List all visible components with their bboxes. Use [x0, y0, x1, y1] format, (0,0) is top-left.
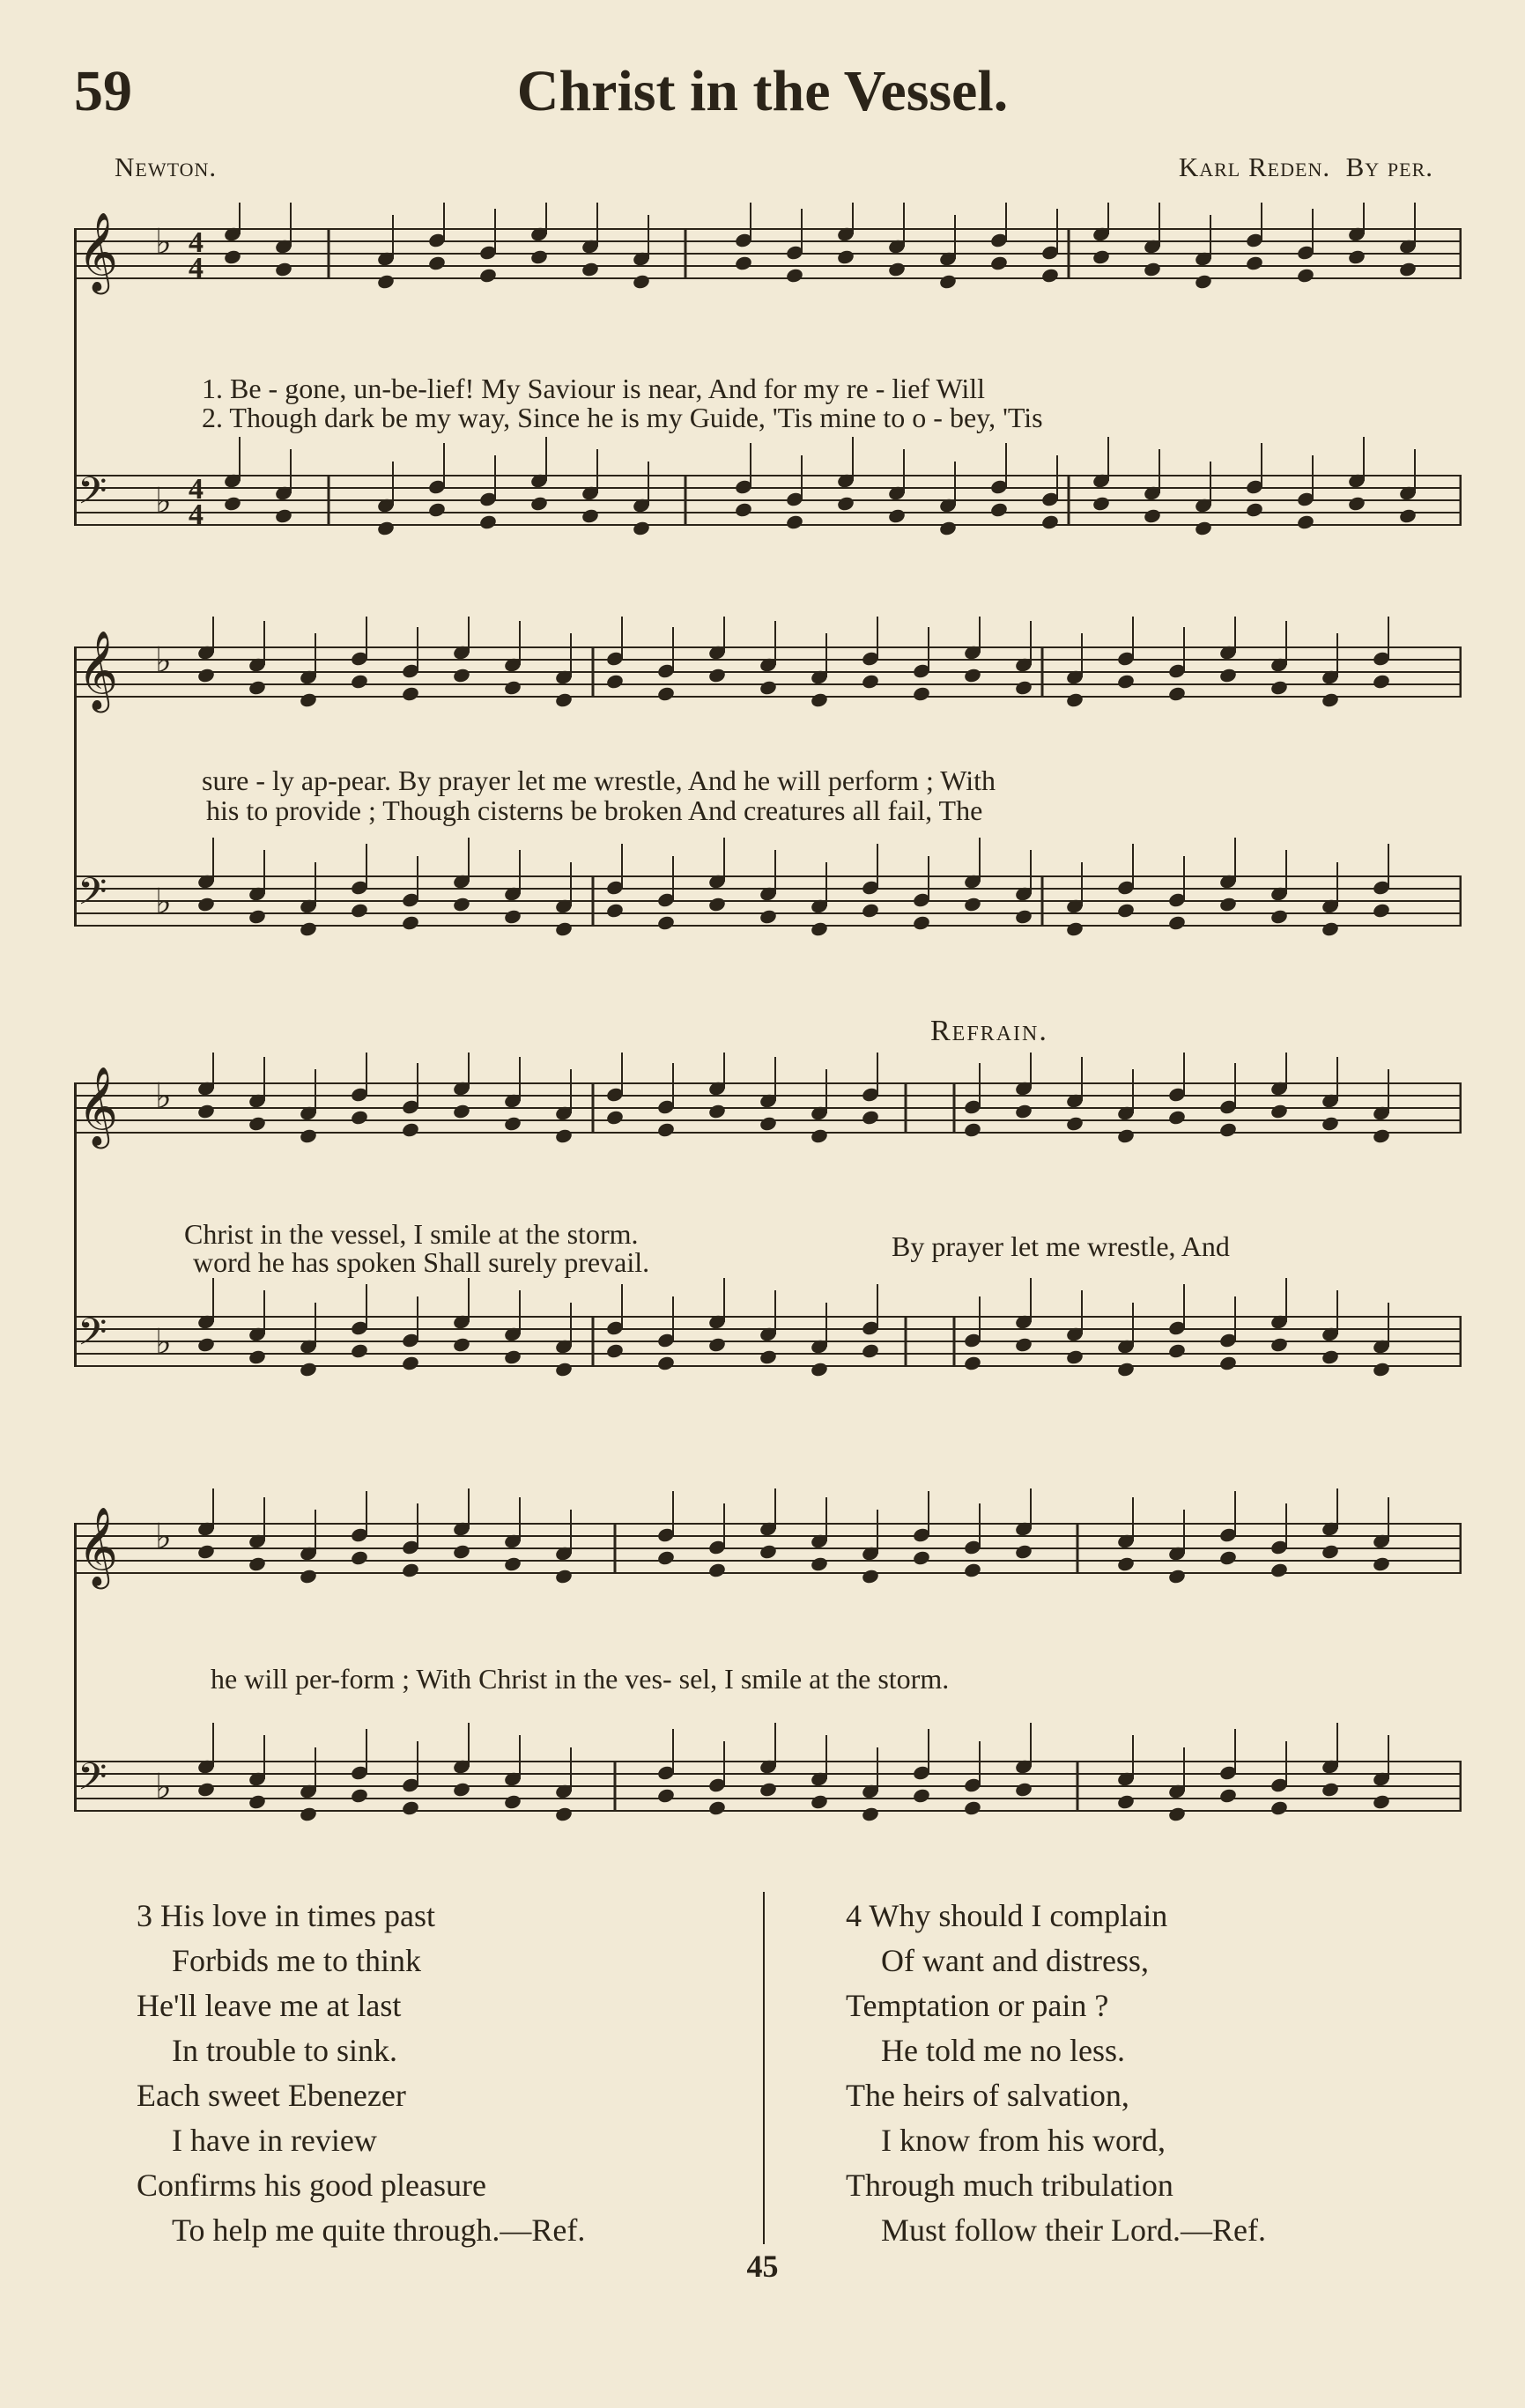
- treble-staff: [74, 617, 1462, 713]
- stanza-line: He'll leave me at last: [137, 1988, 402, 2023]
- notehead: [376, 273, 396, 290]
- bass-staff: [74, 838, 1462, 938]
- notehead: [759, 679, 778, 696]
- notehead: [1167, 1342, 1187, 1359]
- notehead: [196, 1103, 216, 1119]
- notehead: [1194, 273, 1213, 290]
- bass-staff: [74, 437, 1462, 537]
- notehead: [656, 1787, 676, 1804]
- notehead: [1143, 261, 1162, 277]
- treble-staff: [74, 203, 1462, 295]
- notehead: [1065, 691, 1085, 708]
- lyric-verse-1: Christ in the vessel, I smile at the storm.: [184, 1218, 639, 1250]
- notehead: [1398, 507, 1418, 524]
- notehead: [401, 914, 420, 931]
- stanza-line: I have in review: [172, 2123, 377, 2158]
- notehead: [1270, 908, 1289, 925]
- notehead: [1116, 673, 1136, 690]
- notehead: [1092, 248, 1111, 265]
- treble-clef-icon: 𝄞: [78, 212, 119, 292]
- notehead: [581, 261, 600, 277]
- notehead: [785, 267, 804, 284]
- notehead: [759, 1115, 778, 1132]
- notehead: [1167, 1109, 1187, 1126]
- flat-icon: ♭: [155, 1517, 172, 1557]
- notehead: [707, 1336, 727, 1353]
- stanza-line: Forbids me to think: [172, 1943, 422, 1978]
- notehead: [734, 255, 753, 271]
- notehead: [759, 1543, 778, 1560]
- notehead: [401, 1562, 420, 1578]
- notehead: [1116, 902, 1136, 919]
- notehead: [503, 679, 522, 696]
- notehead: [938, 273, 958, 290]
- bass-staff: [74, 1278, 1462, 1378]
- notehead: [836, 495, 855, 512]
- notehead: [1321, 691, 1340, 708]
- notehead: [452, 896, 471, 912]
- bass-clef-icon: 𝄢: [78, 469, 107, 522]
- treble-clef-icon: 𝄞: [78, 1067, 119, 1146]
- notehead: [1014, 679, 1033, 696]
- notehead: [1218, 896, 1238, 912]
- notehead: [1014, 908, 1033, 925]
- notehead: [963, 896, 982, 912]
- notehead: [605, 1342, 625, 1359]
- time-signature-bottom: 4: [189, 252, 204, 284]
- notehead: [452, 667, 471, 683]
- notehead: [785, 513, 804, 530]
- notehead: [581, 507, 600, 524]
- notehead: [707, 667, 727, 683]
- notehead: [299, 691, 318, 708]
- notehead: [452, 1543, 471, 1560]
- notehead: [1167, 1806, 1187, 1822]
- notehead: [1398, 261, 1418, 277]
- notehead: [605, 673, 625, 690]
- notehead: [350, 673, 369, 690]
- notehead: [196, 896, 216, 912]
- time-signature-top: 4: [189, 473, 204, 506]
- notehead: [656, 1549, 676, 1566]
- notehead: [223, 248, 242, 265]
- notehead: [1270, 1799, 1289, 1816]
- notehead: [861, 1806, 880, 1822]
- stanza-line: Each sweet Ebenezer: [137, 2078, 406, 2113]
- notehead: [1167, 685, 1187, 702]
- notehead: [861, 1342, 880, 1359]
- notehead: [1296, 267, 1315, 284]
- notehead: [503, 1555, 522, 1572]
- notehead: [223, 495, 242, 512]
- notehead: [1014, 1336, 1033, 1353]
- notehead: [861, 902, 880, 919]
- notehead: [1321, 920, 1340, 937]
- notehead: [427, 501, 447, 518]
- notehead: [1321, 1348, 1340, 1365]
- hymn-title: Christ in the Vessel.: [516, 59, 1009, 123]
- notehead: [887, 507, 907, 524]
- notehead: [1014, 1103, 1033, 1119]
- lyric-verse-1: he will per-form ; With Christ in the ves- sel, I smile at the storm.: [211, 1663, 950, 1695]
- notehead: [1245, 255, 1264, 271]
- stanza-line: Of want and distress,: [881, 1943, 1149, 1978]
- stanza-line: Through much tribulation: [846, 2168, 1173, 2203]
- notehead: [1040, 267, 1060, 284]
- flat-icon: ♭: [155, 222, 172, 262]
- bass-staff: [74, 1723, 1462, 1823]
- notehead: [299, 1568, 318, 1584]
- notehead: [938, 520, 958, 536]
- notehead: [274, 261, 293, 277]
- notehead: [836, 248, 855, 265]
- notehead: [1218, 1121, 1238, 1138]
- notehead: [452, 1103, 471, 1119]
- treble-clef-icon: 𝄞: [78, 631, 119, 710]
- page-number: 45: [746, 2249, 779, 2284]
- stanza-line: In trouble to sink.: [172, 2033, 397, 2068]
- treble-clef-icon: 𝄞: [78, 1507, 119, 1586]
- time-signature-bottom: 4: [189, 499, 204, 531]
- hymn-number: 59: [74, 59, 132, 123]
- notehead: [810, 1127, 829, 1144]
- composer-name: Karl Reden.: [1178, 151, 1331, 182]
- stanza-line: I know from his word,: [881, 2123, 1166, 2158]
- notehead: [963, 667, 982, 683]
- notehead: [759, 1781, 778, 1798]
- notehead: [605, 902, 625, 919]
- notehead: [1218, 667, 1238, 683]
- notehead: [529, 248, 549, 265]
- lyric-verse-2: word he has spoken Shall surely prevail.: [193, 1246, 650, 1278]
- notehead: [810, 1555, 829, 1572]
- notehead: [912, 685, 931, 702]
- flat-icon: ♭: [155, 640, 172, 681]
- notehead: [707, 1562, 727, 1578]
- notehead: [605, 1109, 625, 1126]
- notehead: [350, 1549, 369, 1566]
- notehead: [1270, 679, 1289, 696]
- notehead: [554, 920, 574, 937]
- notehead: [1372, 1555, 1391, 1572]
- notehead: [707, 1799, 727, 1816]
- refrain-lyric: By prayer let me wrestle, And: [892, 1230, 1230, 1262]
- stanza-line: 4 Why should I complain: [846, 1898, 1168, 1933]
- notehead: [1296, 513, 1315, 530]
- notehead: [478, 267, 498, 284]
- stanza-line: Temptation or pain ?: [846, 1988, 1109, 2023]
- notehead: [861, 1109, 880, 1126]
- notehead: [478, 513, 498, 530]
- notehead: [759, 1348, 778, 1365]
- notehead: [401, 1799, 420, 1816]
- notehead: [1372, 1127, 1391, 1144]
- notehead: [963, 1121, 982, 1138]
- notehead: [861, 673, 880, 690]
- notehead: [963, 1562, 982, 1578]
- notehead: [1092, 495, 1111, 512]
- notehead: [350, 1787, 369, 1804]
- notehead: [1347, 248, 1366, 265]
- notehead: [1321, 1543, 1340, 1560]
- notehead: [1116, 1555, 1136, 1572]
- notehead: [810, 1361, 829, 1378]
- notehead: [1065, 1115, 1085, 1132]
- column-divider: [763, 1892, 765, 2244]
- notehead: [350, 1109, 369, 1126]
- notehead: [1040, 513, 1060, 530]
- notehead: [1167, 1568, 1187, 1584]
- notehead: [656, 1121, 676, 1138]
- treble-staff: [74, 1488, 1462, 1590]
- permission-note: By per.: [1345, 151, 1433, 182]
- notehead: [912, 1549, 931, 1566]
- notehead: [503, 1115, 522, 1132]
- music-system-4: [74, 1488, 1462, 1867]
- notehead: [1218, 1355, 1238, 1371]
- notehead: [963, 1799, 982, 1816]
- notehead: [196, 1336, 216, 1353]
- notehead: [401, 1121, 420, 1138]
- flat-icon: ♭: [155, 1322, 172, 1363]
- flat-icon: ♭: [155, 1767, 172, 1807]
- stanza-line: To help me quite through.—Ref.: [172, 2212, 586, 2248]
- notehead: [248, 679, 267, 696]
- stanza-line: The heirs of salvation,: [846, 2078, 1129, 2113]
- notehead: [1218, 1549, 1238, 1566]
- refrain-label: Refrain.: [930, 1015, 1048, 1047]
- lyric-verse-1: 1. Be - gone, un-be-lief! My Saviour is near, And for my re - lief Will: [202, 373, 986, 404]
- notehead: [299, 1361, 318, 1378]
- notehead: [989, 501, 1009, 518]
- notehead: [554, 1127, 574, 1144]
- notehead: [912, 914, 931, 931]
- notehead: [503, 1793, 522, 1810]
- notehead: [299, 1127, 318, 1144]
- notehead: [810, 1793, 829, 1810]
- notehead: [1065, 920, 1085, 937]
- notehead: [1116, 1127, 1136, 1144]
- notehead: [1372, 1361, 1391, 1378]
- notehead: [1321, 1781, 1340, 1798]
- notehead: [1218, 1787, 1238, 1804]
- notehead: [656, 1355, 676, 1371]
- notehead: [248, 1348, 267, 1365]
- notehead: [989, 255, 1009, 271]
- notehead: [1143, 507, 1162, 524]
- flat-icon: ♭: [155, 1076, 172, 1117]
- notehead: [350, 1342, 369, 1359]
- notehead: [1245, 501, 1264, 518]
- notehead: [632, 520, 651, 536]
- notehead: [529, 495, 549, 512]
- stanza-4: [846, 1894, 1266, 2253]
- notehead: [503, 908, 522, 925]
- notehead: [707, 896, 727, 912]
- stanza-line: 3 His love in times past: [137, 1898, 435, 1933]
- bass-clef-icon: 𝄢: [78, 870, 107, 923]
- notehead: [810, 691, 829, 708]
- notehead: [274, 507, 293, 524]
- stanza-line: He told me no less.: [881, 2033, 1125, 2068]
- music-system-2: [74, 617, 1462, 978]
- notehead: [299, 1806, 318, 1822]
- composer-credit: [1179, 151, 1433, 183]
- notehead: [503, 1348, 522, 1365]
- notehead: [452, 1781, 471, 1798]
- notehead: [350, 902, 369, 919]
- music-system-3: [74, 1053, 1462, 1422]
- notehead: [632, 273, 651, 290]
- notehead: [1321, 1115, 1340, 1132]
- bass-clef-icon: 𝄢: [78, 1311, 107, 1363]
- notehead: [861, 1568, 880, 1584]
- notehead: [196, 1543, 216, 1560]
- notehead: [707, 1103, 727, 1119]
- notehead: [452, 1336, 471, 1353]
- notehead: [1065, 1348, 1085, 1365]
- notehead: [554, 1361, 574, 1378]
- tune-name: Newton.: [115, 151, 218, 182]
- flat-icon: ♭: [155, 481, 172, 521]
- notehead: [1167, 914, 1187, 931]
- notehead: [248, 908, 267, 925]
- lyric-verse-1: sure - ly ap-pear. By prayer let me wrestle, And he will perform ; With: [202, 765, 996, 796]
- notehead: [1116, 1793, 1136, 1810]
- notehead: [1347, 495, 1366, 512]
- notehead: [1372, 1793, 1391, 1810]
- stanza-line: Must follow their Lord.—Ref.: [881, 2212, 1266, 2248]
- stanza-line: Confirms his good pleasure: [137, 2168, 486, 2203]
- notehead: [810, 920, 829, 937]
- lyric-verse-2: 2. Though dark be my way, Since he is my Guide, 'Tis mine to o - bey, 'Tis: [202, 402, 1043, 433]
- notehead: [1194, 520, 1213, 536]
- notehead: [196, 1781, 216, 1798]
- notehead: [248, 1115, 267, 1132]
- notehead: [1270, 1336, 1289, 1353]
- notehead: [1372, 902, 1391, 919]
- music-system-1: [74, 203, 1462, 564]
- notehead: [1116, 1361, 1136, 1378]
- notehead: [887, 261, 907, 277]
- notehead: [656, 685, 676, 702]
- notehead: [1014, 1781, 1033, 1798]
- notehead: [554, 691, 574, 708]
- notehead: [376, 520, 396, 536]
- flat-icon: ♭: [155, 882, 172, 922]
- notehead: [656, 914, 676, 931]
- notehead: [912, 1787, 931, 1804]
- notehead: [734, 501, 753, 518]
- notehead: [554, 1806, 574, 1822]
- notehead: [1270, 1103, 1289, 1119]
- notehead: [963, 1355, 982, 1371]
- notehead: [759, 908, 778, 925]
- stanza-3: [137, 1894, 585, 2253]
- notehead: [299, 920, 318, 937]
- notehead: [427, 255, 447, 271]
- notehead: [1270, 1562, 1289, 1578]
- bass-clef-icon: 𝄢: [78, 1755, 107, 1808]
- notehead: [401, 1355, 420, 1371]
- notehead: [196, 667, 216, 683]
- notehead: [248, 1555, 267, 1572]
- time-signature-top: 4: [189, 226, 204, 259]
- notehead: [401, 685, 420, 702]
- notehead: [1014, 1543, 1033, 1560]
- notehead: [1372, 673, 1391, 690]
- lyric-verse-2: his to provide ; Though cisterns be broken And creatures all fail, The: [206, 794, 983, 826]
- treble-staff: [74, 1053, 1462, 1149]
- notehead: [554, 1568, 574, 1584]
- notehead: [248, 1793, 267, 1810]
